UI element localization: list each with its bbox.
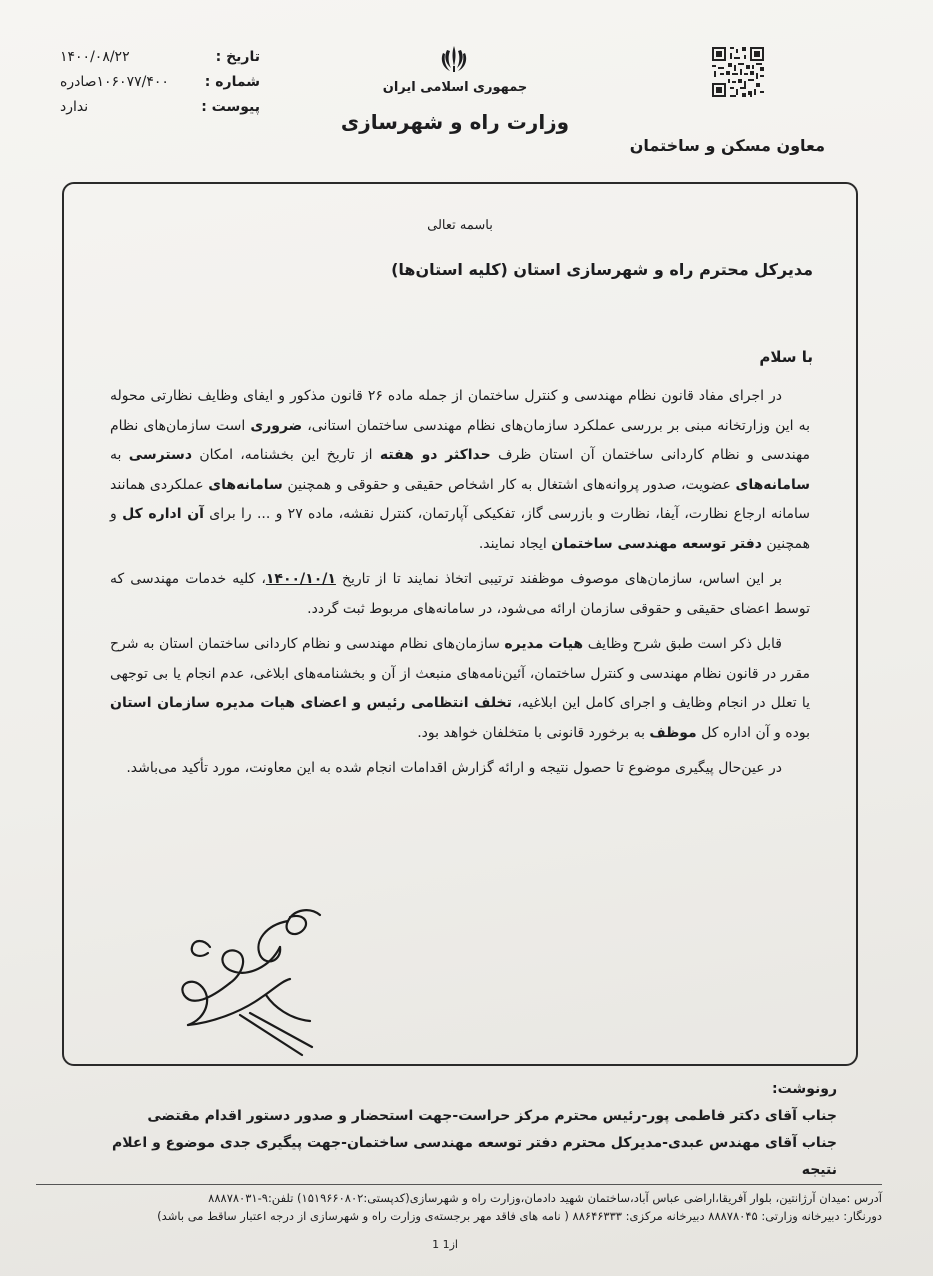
body-text-run: قابل ذکر است طبق شرح وظایف [583, 636, 782, 652]
meta-attachment-label: پیوست : [201, 99, 260, 115]
page-number: 1 از1 [432, 1238, 458, 1251]
carbon-copy-section [77, 1076, 837, 1184]
meta-attachment-row [60, 95, 260, 120]
body-text-run: سازمان‌های نظام مهندسی و نظام کاردانی ساختمان استان به شرح مقرر در قانون نظام مهندسی و کنترل ساختمان، آئین‌نامه‌های منبعث از آن و بخشنامه‌های ابلاغی، عدم انجام یا بی توجهی یا تعلل در انجام وظایف و اجرای کامل این ابلاغیه، [110, 636, 810, 711]
emphasis-text: دفتر توسعه مهندسی ساختمان [551, 535, 762, 552]
footer-fax: دورنگار: دبیرخانه وزارتی: ۸۸۸۷۸۰۴۵ دبیرخانه مرکزی: ۸۸۶۴۶۳۳۳ ( نامه های فاقد مهر برجسته‌ی وزارت راه و شهرسازی از درجه اعتبار ساقط می باشد) [157, 1209, 882, 1223]
body-text-run: به برخورد قانونی با متخلفان خواهد بود. [417, 724, 650, 741]
body-text-run: به [110, 447, 129, 463]
handwritten-signature [170, 895, 340, 1065]
cc-title: رونوشت: [772, 1081, 837, 1097]
emphasis-text: آن اداره کل [122, 506, 204, 522]
qr-code-icon [710, 45, 766, 99]
emphasis-text: سامانه‌های [208, 476, 283, 493]
meta-number-label: شماره : [204, 74, 260, 90]
body-text-run: بوده و آن اداره کل [696, 724, 810, 741]
meta-attachment-value: ندارد [60, 99, 89, 115]
iran-emblem-icon [438, 44, 470, 74]
body-text-run: و همچنین [110, 506, 810, 552]
body-text-run: عملکردی همانند سامانه ارجاع نظارت، آیفا، نظارت و بازرسی گاز، تفکیکی آپارتمان، کنترل نقشه، ماده ۲۷ و ... را برای [110, 476, 810, 522]
addressee: مدیرکل محترم راه و شهرسازی استان (کلیه استان‌ها) [391, 260, 813, 279]
body-text-run: در اجرای مفاد قانون نظام مهندسی و کنترل ساختمان از جمله ماده ۲۶ قانون مذکور و ایفای وظایف نظارتی محوله به این وزارتخانه مبنی بر بررسی عملکرد سازمان‌های نظام مهندسی ساختمان استانی، [110, 388, 810, 434]
cc-line: جناب آقای دکتر فاطمی پور-رئیس محترم مرکز حراست-جهت استحضار و صدور دستور اقدام مقتضی [147, 1108, 837, 1124]
salutation: با سلام [759, 348, 813, 366]
emphasis-text: حداکثر دو هفته [379, 447, 491, 463]
body-paragraph [110, 630, 810, 748]
body-paragraph [110, 754, 810, 784]
body-text-run: است سازمان‌های نظام مهندسی و نظام کاردانی ساختمان آن استان ظرف [110, 417, 810, 463]
basmala: باسمه تعالی [427, 218, 493, 233]
underlined-date: ۱۴۰۰/۱۰/۱ [265, 571, 336, 587]
letter-meta [60, 45, 260, 120]
emphasis-text: تخلف انتظامی رئیس و اعضای هیات مدیره سازمان استان [110, 695, 512, 711]
country-name: جمهوری اسلامی ایران [382, 80, 528, 95]
body-paragraph [110, 565, 810, 624]
body-text-run: ایجاد نمایند. [478, 535, 552, 552]
footer-address: آدرس :میدان آرژانتین، بلوار آفریقا،اراضی عباس آباد،ساختمان شهید دادمان،وزارت راه و شهرسازی(کدپستی:۱۵۱۹۶۶۰۸۰۲) تلفن:۹-۸۸۸۷۸۰۳۱ [208, 1191, 882, 1205]
meta-date-value: ۱۴۰۰/۰۸/۲۲ [60, 49, 130, 65]
body-text-run: ، کلیه خدمات مهندسی که توسط اعضای حقیقی و حقوقی سازمان ارائه می‌شود، در سامانه‌های مربوط ثبت گردد. [110, 571, 810, 617]
emphasis-text: هیات مدیره [504, 636, 584, 652]
ministry-name: وزارت راه و شهرسازی [340, 110, 570, 134]
meta-date-row [60, 45, 260, 70]
meta-number-value: ۱۰۶۰۷۷/۴۰۰صادره [60, 74, 169, 90]
body-text-run: در عین‌حال پیگیری موضوع تا حصول نتیجه و ارائه گزارش اقدامات انجام شده به این معاونت، مورد تأکید می‌باشد. [126, 760, 782, 776]
emphasis-text: دسترسی [128, 447, 193, 463]
emphasis-text: موظف [649, 724, 697, 741]
letter-body [110, 382, 810, 790]
cc-line: جناب آقای مهندس عبدی-مدیرکل محترم دفتر توسعه مهندسی ساختمان-جهت پیگیری جدی موضوع و اعلام نتیجه [111, 1135, 837, 1178]
letter-footer [36, 1184, 882, 1225]
body-text-run: از تاریخ این بخشنامه، امکان [192, 447, 380, 463]
body-paragraph [110, 382, 810, 559]
body-text-run: عضویت، صدور پروانه‌های اشتغال به کار اشخاص حقیقی و حقوقی و همچنین [282, 476, 736, 493]
emphasis-text: ضروری [250, 417, 303, 434]
meta-number-row [60, 70, 260, 95]
meta-date-label: تاریخ : [215, 49, 260, 65]
emphasis-text: سامانه‌های [735, 476, 810, 493]
deputy-office: معاون مسکن و ساختمان [629, 136, 825, 155]
body-text-run: بر این اساس، سازمان‌های موصوف موظفند ترتیبی اتخاذ نمایند تا از تاریخ [335, 571, 782, 587]
